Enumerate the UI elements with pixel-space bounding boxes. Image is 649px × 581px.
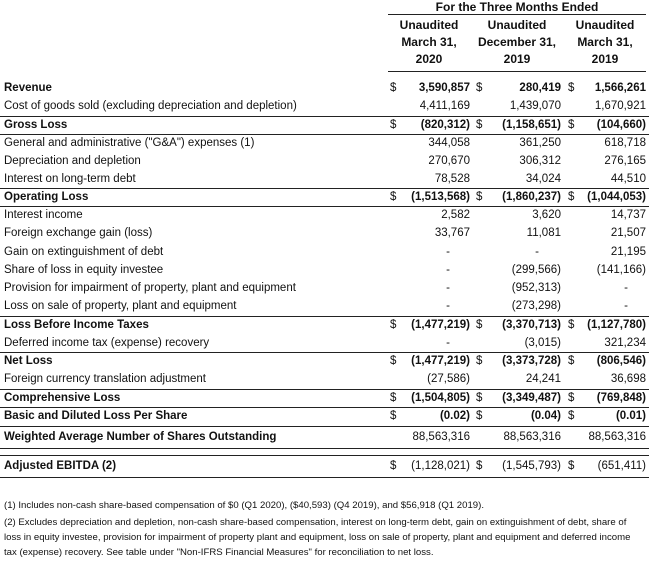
value-q4-2019: 34,024 xyxy=(525,173,561,185)
value-q1-2020: (820,312) xyxy=(420,119,470,131)
row-depreciation-depletion xyxy=(0,152,649,170)
row-label: Net Loss xyxy=(4,355,53,367)
row-divider xyxy=(0,426,649,427)
value-q1-2020: - xyxy=(446,246,450,258)
value-q1-2020: - xyxy=(446,300,450,312)
value-q1-2019: 44,510 xyxy=(610,173,646,185)
row-divider xyxy=(0,477,649,478)
value-q1-2019: 36,698 xyxy=(610,373,646,385)
row-impairment xyxy=(0,279,649,297)
dollar-sign: $ xyxy=(568,319,575,331)
value-q1-2019: 321,234 xyxy=(604,337,646,349)
row-label: Revenue xyxy=(4,82,52,94)
dollar-sign: $ xyxy=(476,191,483,203)
dollar-sign: $ xyxy=(476,319,483,331)
row-weighted-average-shares xyxy=(0,428,649,446)
dollar-sign: $ xyxy=(476,82,483,94)
value-q1-2020: (1,504,805) xyxy=(411,392,470,404)
value-q1-2019: - xyxy=(624,282,628,294)
dollar-sign: $ xyxy=(476,355,483,367)
value-q4-2019: (299,566) xyxy=(511,264,561,276)
dollar-sign: $ xyxy=(390,355,397,367)
footnote-1: (1) Includes non-cash share-based compensation of $0 (Q1 2020), ($40,593) (Q4 2019), and $56,918 (Q1 2019). xyxy=(4,500,484,511)
value-q1-2020: (1,477,219) xyxy=(411,355,470,367)
value-q4-2019: (1,545,793) xyxy=(502,460,561,472)
value-q1-2020: (27,586) xyxy=(427,373,470,385)
column-header-line: 2020 xyxy=(415,52,443,66)
dollar-sign: $ xyxy=(476,410,483,422)
row-comprehensive-loss xyxy=(0,389,649,407)
column-header-line: December 31, xyxy=(477,35,557,49)
row-label: Basic and Diluted Loss Per Share xyxy=(4,410,188,422)
dollar-sign: $ xyxy=(390,82,397,94)
dollar-sign: $ xyxy=(476,460,483,472)
value-q4-2019: (273,298) xyxy=(511,300,561,312)
row-label: Share of loss in equity investee xyxy=(4,264,164,276)
dollar-sign: $ xyxy=(390,191,397,203)
row-label: General and administrative ("G&A") expenses (1) xyxy=(4,137,255,149)
dollar-sign: $ xyxy=(476,392,483,404)
row-share-of-loss xyxy=(0,261,649,279)
value-q1-2019: - xyxy=(624,300,628,312)
column-header-line: Unaudited xyxy=(487,18,547,32)
value-q4-2019: (1,860,237) xyxy=(502,191,561,203)
value-q4-2019: (3,373,728) xyxy=(502,355,561,367)
row-loss-per-share xyxy=(0,407,649,425)
row-divider xyxy=(0,455,649,456)
value-q1-2019: (769,848) xyxy=(596,392,646,404)
row-label: Adjusted EBITDA (2) xyxy=(4,460,117,472)
dollar-sign: $ xyxy=(568,119,575,131)
dollar-sign: $ xyxy=(390,319,397,331)
row-divider xyxy=(0,448,649,449)
dollar-sign: $ xyxy=(568,82,575,94)
row-interest-income xyxy=(0,206,649,224)
column-header-line: 2019 xyxy=(591,52,619,66)
period-heading: For the Three Months Ended xyxy=(435,0,599,14)
value-q1-2020: - xyxy=(446,264,450,276)
dollar-sign: $ xyxy=(390,410,397,422)
value-q1-2019: (104,660) xyxy=(596,119,646,131)
value-q1-2019: (806,546) xyxy=(596,355,646,367)
row-label: Depreciation and depletion xyxy=(4,155,141,167)
column-header-line: Unaudited xyxy=(575,18,635,32)
value-q1-2020: (1,477,219) xyxy=(411,319,470,331)
dollar-sign: $ xyxy=(568,355,575,367)
value-q1-2019: (1,044,053) xyxy=(587,191,646,203)
row-label: Weighted Average Number of Shares Outstanding xyxy=(4,431,277,443)
value-q4-2019: (0.04) xyxy=(530,410,561,422)
value-q1-2019: 1,566,261 xyxy=(594,82,646,94)
value-q1-2020: 78,528 xyxy=(434,173,470,185)
row-gross-loss xyxy=(0,116,649,134)
value-q4-2019: 361,250 xyxy=(519,137,561,149)
dollar-sign: $ xyxy=(568,410,575,422)
value-q1-2019: (0.01) xyxy=(615,410,646,422)
row-label: Provision for impairment of property, plant and equipment xyxy=(4,282,296,294)
column-header-line: March 31, xyxy=(577,35,633,49)
row-loss-before-taxes xyxy=(0,316,649,334)
row-adjusted-ebitda xyxy=(0,457,649,475)
value-q4-2019: 1,439,070 xyxy=(509,100,561,112)
dollar-sign: $ xyxy=(390,119,397,131)
row-gain-extinguishment xyxy=(0,243,649,261)
value-q1-2020: 33,767 xyxy=(434,227,470,239)
row-foreign-exchange xyxy=(0,224,649,242)
value-q4-2019: 88,563,316 xyxy=(503,431,561,443)
row-label: Interest income xyxy=(4,209,83,221)
footnote-2: (2) Excludes depreciation and depletion, non-cash share-based compensation, interest on long-term debt, gain on extinguishment of debt, share of loss in equity investee, provision for impairment of property plant and equipment, loss on sale of property, plant and equipment and deferred income tax (expense) recovery. See table under "Non-IFRS Financial Measures" for reconciliation to net loss. xyxy=(4,517,631,558)
row-label: Loss on sale of property, plant and equipment xyxy=(4,300,237,312)
value-q4-2019: (3,015) xyxy=(524,337,561,349)
dollar-sign: $ xyxy=(476,119,483,131)
column-header-q1-2020 xyxy=(388,17,470,68)
value-q1-2019: 21,195 xyxy=(610,246,646,258)
row-label: Gross Loss xyxy=(4,119,68,131)
row-label: Operating Loss xyxy=(4,191,89,203)
column-header-line: March 31, xyxy=(401,35,457,49)
value-q4-2019: 280,419 xyxy=(519,82,561,94)
value-q1-2020: 88,563,316 xyxy=(412,431,470,443)
row-fx-translation xyxy=(0,370,649,388)
header-rule xyxy=(388,14,646,15)
row-label: Foreign currency translation adjustment xyxy=(4,373,206,385)
value-q1-2019: 14,737 xyxy=(610,209,646,221)
value-q1-2019: (141,166) xyxy=(596,264,646,276)
dollar-sign: $ xyxy=(390,392,397,404)
value-q1-2019: 21,507 xyxy=(610,227,646,239)
column-header-line: Unaudited xyxy=(399,18,459,32)
value-q1-2020: - xyxy=(446,282,450,294)
row-label: Gain on extinguishment of debt xyxy=(4,246,164,258)
value-q1-2020: - xyxy=(446,337,450,349)
column-header-q1-2019 xyxy=(564,17,646,68)
value-q1-2019: (1,127,780) xyxy=(587,319,646,331)
column-header-rule xyxy=(388,71,646,72)
value-q1-2019: 276,165 xyxy=(604,155,646,167)
value-q1-2020: 2,582 xyxy=(441,209,470,221)
column-header-line: 2019 xyxy=(503,52,531,66)
value-q4-2019: 306,312 xyxy=(519,155,561,167)
value-q1-2020: (1,513,568) xyxy=(411,191,470,203)
row-label: Cost of goods sold (excluding depreciation and depletion) xyxy=(4,100,297,112)
value-q1-2019: (651,411) xyxy=(597,460,646,472)
value-q4-2019: (1,158,651) xyxy=(502,119,561,131)
row-revenue xyxy=(0,79,649,97)
row-label: Deferred income tax (expense) recovery xyxy=(4,337,210,349)
value-q1-2019: 618,718 xyxy=(604,137,646,149)
row-interest-long-term-debt xyxy=(0,170,649,188)
value-q1-2019: 88,563,316 xyxy=(588,431,646,443)
column-header-q4-2019 xyxy=(473,17,561,68)
row-label: Interest on long-term debt xyxy=(4,173,136,185)
value-q4-2019: 11,081 xyxy=(526,227,561,239)
dollar-sign: $ xyxy=(568,460,575,472)
value-q4-2019: (3,370,713) xyxy=(502,319,561,331)
row-label: Comprehensive Loss xyxy=(4,392,121,404)
row-deferred-tax xyxy=(0,334,649,352)
row-cost-of-goods-sold xyxy=(0,97,649,115)
value-q1-2020: 344,058 xyxy=(428,137,470,149)
dollar-sign: $ xyxy=(390,460,397,472)
dollar-sign: $ xyxy=(568,392,575,404)
value-q1-2020: (0.02) xyxy=(439,410,470,422)
value-q4-2019: (3,349,487) xyxy=(502,392,561,404)
row-net-loss xyxy=(0,352,649,370)
value-q1-2020: 3,590,857 xyxy=(418,82,470,94)
row-loss-on-sale xyxy=(0,297,649,315)
dollar-sign: $ xyxy=(568,191,575,203)
value-q4-2019: 24,241 xyxy=(525,373,561,385)
value-q1-2019: 1,670,921 xyxy=(594,100,646,112)
value-q4-2019: (952,313) xyxy=(511,282,561,294)
row-operating-loss xyxy=(0,188,649,206)
value-q1-2020: 270,670 xyxy=(428,155,470,167)
row-label: Foreign exchange gain (loss) xyxy=(4,227,153,239)
row-ga-expenses xyxy=(0,134,649,152)
value-q4-2019: 3,620 xyxy=(532,209,561,221)
value-q4-2019: - xyxy=(535,246,539,258)
value-q1-2020: 4,411,169 xyxy=(419,100,470,112)
row-label: Loss Before Income Taxes xyxy=(4,319,149,331)
value-q1-2020: (1,128,021) xyxy=(411,460,470,472)
